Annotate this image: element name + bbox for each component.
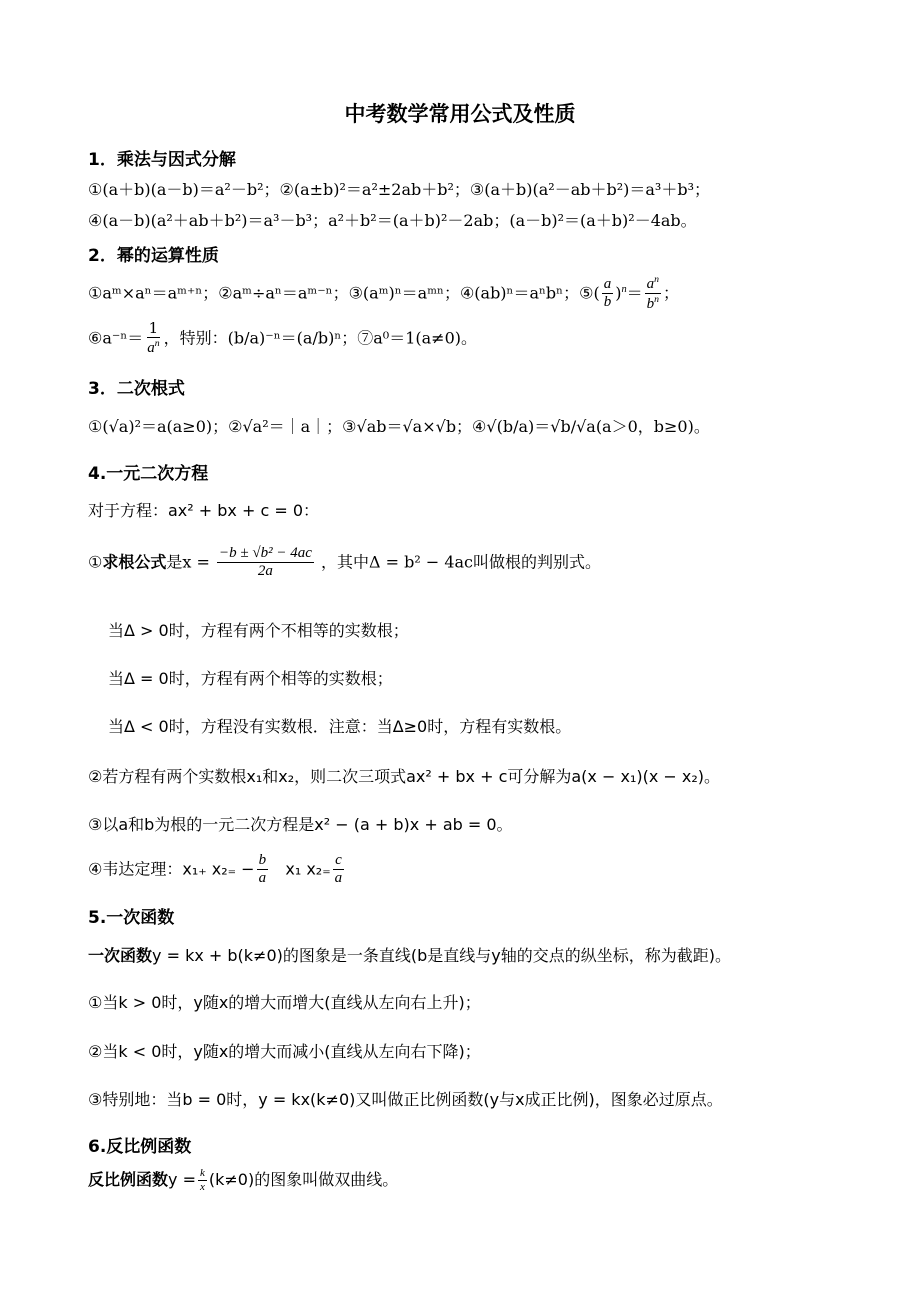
section-heading-3: 3．二次根式 (88, 379, 185, 399)
vieta-theorem-line (88, 852, 346, 888)
root-formula-prefix: ① (88, 552, 103, 572)
inverse-function-text: (k≠0)的图象叫做双曲线。 (208, 1170, 399, 1189)
discriminant-case-1: 当Δ > 0时，方程有两个不相等的实数根； (108, 621, 409, 640)
discriminant-case-2: 当Δ = 0时，方程有两个相等的实数根； (108, 669, 393, 688)
inverse-function-label: 反比例函数 (88, 1170, 169, 1189)
quadratic-formula-denominator: 2a (257, 563, 273, 580)
discriminant-case-3: 当Δ < 0时，方程没有实数根．注意：当Δ≥0时，方程有实数根。 (108, 717, 572, 736)
fraction-1-over-an: $\frac{1}{a^n}$ (147, 319, 160, 357)
factorization-item: ②若方程有两个实数根x₁和x₂，则二次三项式ax² + bx + c可分解为a(x − x₁)(x − x₂)。 (88, 767, 721, 786)
fraction-k-over-x: $\frac{k}{x}$ (199, 1167, 205, 1193)
root-formula-line (88, 545, 601, 581)
formula-line-2-2 (88, 320, 477, 358)
fraction-an-over-bn: $\frac{a^n}{b^n}$ (646, 274, 660, 313)
linear-property-1: ①当k > 0时，y随x的增大而增大(直线从左向右上升)； (88, 993, 481, 1012)
linear-function-label: 一次函数 (88, 946, 153, 965)
section-heading-6: 6.反比例函数 (88, 1137, 192, 1157)
roots-equation-item: ③以a和b为根的一元二次方程是x² − (a + b)x + ab = 0。 (88, 815, 513, 834)
formula-line-1-1: ①(a＋b)(a－b)＝a²－b²；②(a±b)²＝a²±2ab＋b²；③(a＋b)(a²－ab＋b²)＝a³＋b³； (88, 180, 710, 199)
inverse-function-definition (88, 1167, 398, 1194)
fraction-c-over-a: $\frac{c}{a}$ (334, 852, 343, 887)
equation-intro: 对于方程：ax² + bx + c = 0： (88, 501, 320, 520)
fraction-b-over-a: $\frac{b}{a}$ (258, 852, 267, 887)
section-heading-4: 4.一元二次方程 (88, 464, 209, 484)
linear-property-2: ②当k < 0时，y随x的增大而减小(直线从左向右下降)； (88, 1042, 481, 1061)
quadratic-formula-numerator: −b ± √b² − 4ac (217, 545, 314, 563)
formula-line-3-1: ①(√a)²＝a(a≥0)；②√a²＝｜a｜；③√ab＝√a×√b；④√(b/a)＝√b/√a(a＞0，b≥0)。 (88, 417, 710, 436)
special-rule-text: ，特别：(b/a)⁻ⁿ＝(a/b)ⁿ；⑦a⁰＝1(a≠0)。 (163, 328, 477, 348)
formula-line-2-1: ①aᵐ×aⁿ＝aᵐ⁺ⁿ；②aᵐ÷aⁿ＝aᵐ⁻ⁿ；③(aᵐ)ⁿ＝aᵐⁿ；④(ab)ⁿ＝aⁿbⁿ；⑤( $\frac{a}{b}$ )$^n$＝ $\frac{a^n}{b^n}$ ； (88, 274, 680, 313)
negative-power-text: ⑥a⁻ⁿ＝ (88, 328, 144, 348)
power-rules-text: ①aᵐ×aⁿ＝aᵐ⁺ⁿ；②aᵐ÷aⁿ＝aᵐ⁻ⁿ；③(aᵐ)ⁿ＝aᵐⁿ；④(ab)ⁿ＝aⁿbⁿ；⑤( (88, 283, 600, 303)
linear-property-3: ③特别地：当b = 0时，y = kx(k≠0)又叫做正比例函数(y与x成正比例)，图象必过原点。 (88, 1090, 723, 1109)
inverse-function-prefix: y = (168, 1170, 196, 1189)
fraction-a-over-b: $\frac{a}{b}$ (603, 276, 612, 311)
root-formula-label: 求根公式 (102, 552, 167, 572)
linear-function-text: y = kx + b(k≠0)的图象是一条直线(b是直线与y轴的交点的纵坐标，称为截距)。 (152, 946, 731, 965)
section-heading-5: 5.一次函数 (88, 908, 175, 928)
formula-line-1-2: ④(a－b)(a²＋ab＋b²)＝a³－b³；a²＋b²＝(a＋b)²－2ab；(a－b)²＝(a＋b)²－4ab。 (88, 211, 697, 230)
quadratic-formula-fraction (217, 545, 314, 581)
section-heading-2: 2．幂的运算性质 (88, 246, 219, 266)
linear-function-definition (88, 943, 731, 966)
page-title: 中考数学常用公式及性质 (344, 102, 576, 126)
vieta-product-text: x₁ x₂₌ (285, 859, 331, 879)
root-formula-is: 是x = (166, 552, 210, 572)
discriminant-text: ，其中Δ = b² − 4ac叫做根的判别式。 (320, 552, 602, 572)
section-heading-1: 1．乘法与因式分解 (88, 150, 236, 170)
vieta-sum-text: ④韦达定理：x₁₊ x₂₌ − (88, 859, 255, 879)
